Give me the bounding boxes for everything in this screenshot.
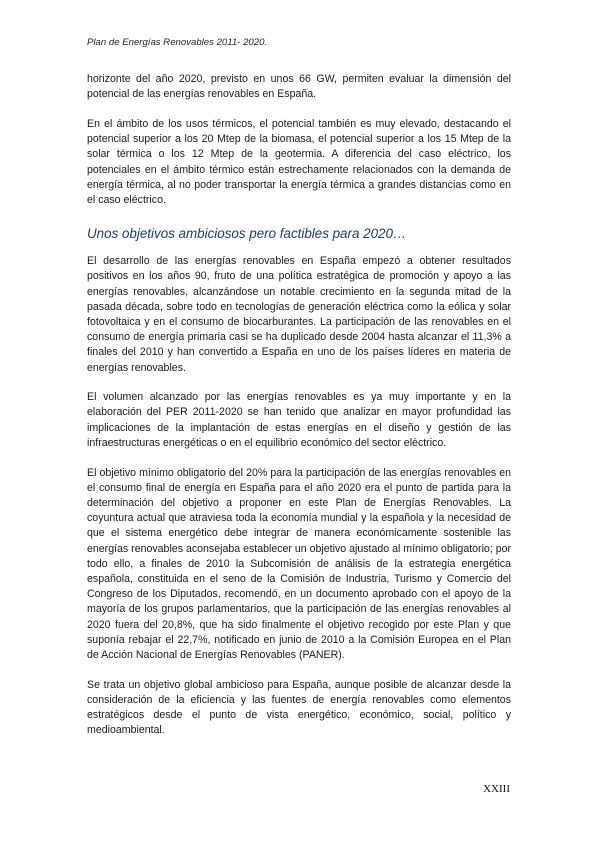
paragraph-global-objective: Se trata un objetivo global ambicioso para España, aunque posible de alcanzar desde la consideración de la eficiencia y las fuentes de energía renovables como elementos estratégicos desde el punto de vista energético, económico, social, político y medioambiental. — [87, 678, 511, 737]
page-number: XXIII — [483, 783, 510, 795]
paragraph-thermal-uses: En el ámbito de los usos térmicos, el potencial también es muy elevado, destacando el potencial superior a los 20 Mtep de la biomasa, el potencial superior a los 15 Mtep de la solar térmica o los 12 Mtep de la geotermia. A diferencia del caso eléctrico, los potenciales en el ámbito térmico están estrechamente relacionados con la demanda de energía térmica, al no poder transportar la energía térmica a grandes distancias como en el caso eléctrico. — [87, 117, 511, 206]
paragraph-renewables-development: El desarrollo de las energías renovables en España empezó a obtener resultados positivos en los años 90, fruto de una política estratégica de promoción y apoyo a las energías renovables, alcanzándose un notable crecimiento en la segunda mitad de la pasada década, sobre todo en tecnologías de generación eléctrica como la eólica y solar fotovoltaica y en el consumo de biocarburantes. La participación de las renovables en el consumo de energía primaria casi se ha duplicado desde 2004 hasta alcanzar el 11,3% a finales del 2010 y han convertido a España en uno de los países líderes en materia de energías renovables. — [87, 255, 511, 374]
section-heading: Unos objetivos ambiciosos pero factibles para 2020… — [87, 226, 407, 242]
paragraph-potential-electric: horizonte del año 2020, previsto en unos 66 GW, permiten evaluar la dimensión del potencial de las energías renovables en España. — [87, 73, 511, 101]
running-header: Plan de Energías Renovables 2011- 2020. — [87, 37, 268, 48]
paragraph-minimum-objective: El objetivo mínimo obligatorio del 20% para la participación de las energías renovables en el consumo final de energía en España para el año 2020 era el punto de partida para la determinación del objetivo a proponer en este Plan de Energías Renovables. La coyuntura actual que atraviesa toda la economía mundial y la española y la necesidad de que el sistema energético debe integrar de manera económicamente sostenible las energías renovables aconsejaba establecer un objetivo ajustado al mínimo obligatorio; por todo ello, a finales de 2010 la Subcomisión de análisis de la estrategia energética española, constituida en el seno de la Comisión de Industria, Turismo y Comercio del Congreso de los Diputados, recomendó, en un documento aprobado con el apoyo de la mayoría de los grupos parlamentarios, que la participación de las energías renovables al 2020 fuera del 20,8%, que ha sido finalmente el objetivo recogido por este Plan y que suponía rebajar el 22,7%, notificado en junio de 2010 a la Comisión Europea en el Plan de Acción Nacional de Energías Renovables (PANER). — [87, 466, 512, 661]
document-body — [87, 72, 511, 753]
paragraph-volume-achieved: El volumen alcanzado por las energías renovables es ya muy importante y en la elaboración del PER 2011-2020 se han tenido que analizar en mayor profundidad las implicaciones de la implantación de estas energías en el diseño y gestión de las infraestructuras energéticas o en el equilibrio económico del sector eléctrico. — [87, 391, 511, 449]
